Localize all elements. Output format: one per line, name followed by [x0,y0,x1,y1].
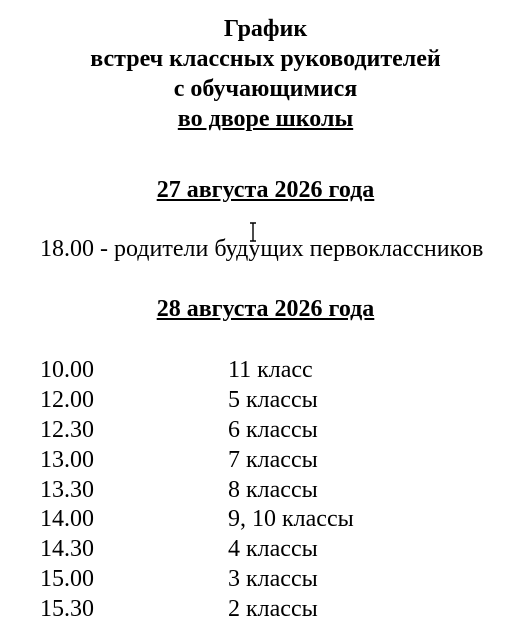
schedule-time: 10.00 [40,357,94,383]
schedule-class: 8 классы [228,476,318,503]
schedule-time: 12.00 [40,386,94,413]
schedule-class: 3 классы [228,566,318,593]
schedule-row [40,355,500,385]
title-line: встреч классных руководителей [90,46,441,72]
date-heading-day2: 28 августа 2026 года [156,296,375,322]
schedule-row [40,475,500,505]
schedule-time: 14.00 [40,506,94,533]
document-title [0,14,531,134]
schedule-class: 11 класс [228,357,313,383]
title-line-location: во дворе школы [177,106,354,132]
schedule-row [40,534,500,564]
date-heading-day1: 27 августа 2026 года [156,177,375,203]
text-cursor-icon [249,222,257,242]
schedule-row [40,385,500,415]
schedule-time: 13.00 [40,446,94,473]
schedule-time: 12.30 [40,416,94,443]
schedule-time: 13.30 [40,476,94,503]
schedule-class: 7 классы [228,446,318,473]
schedule-class: 5 классы [228,386,318,413]
title-line: График [223,16,308,42]
schedule-row [40,564,500,594]
schedule-class: 9, 10 классы [228,506,354,533]
schedule-time: 14.30 [40,536,94,563]
title-line: с обучающимися [173,76,358,102]
schedule-row [40,415,500,445]
schedule-time: 15.00 [40,566,94,593]
schedule-row [40,445,500,475]
meeting-schedule [40,355,500,624]
schedule-class: 6 классы [228,416,318,443]
schedule-row [40,594,500,624]
parents-meeting-note: 18.00 - родители будущих первоклассников [40,236,484,262]
schedule-time: 15.30 [40,596,94,623]
schedule-row [40,504,500,534]
schedule-class: 2 классы [228,596,318,623]
schedule-class: 4 классы [228,536,318,563]
